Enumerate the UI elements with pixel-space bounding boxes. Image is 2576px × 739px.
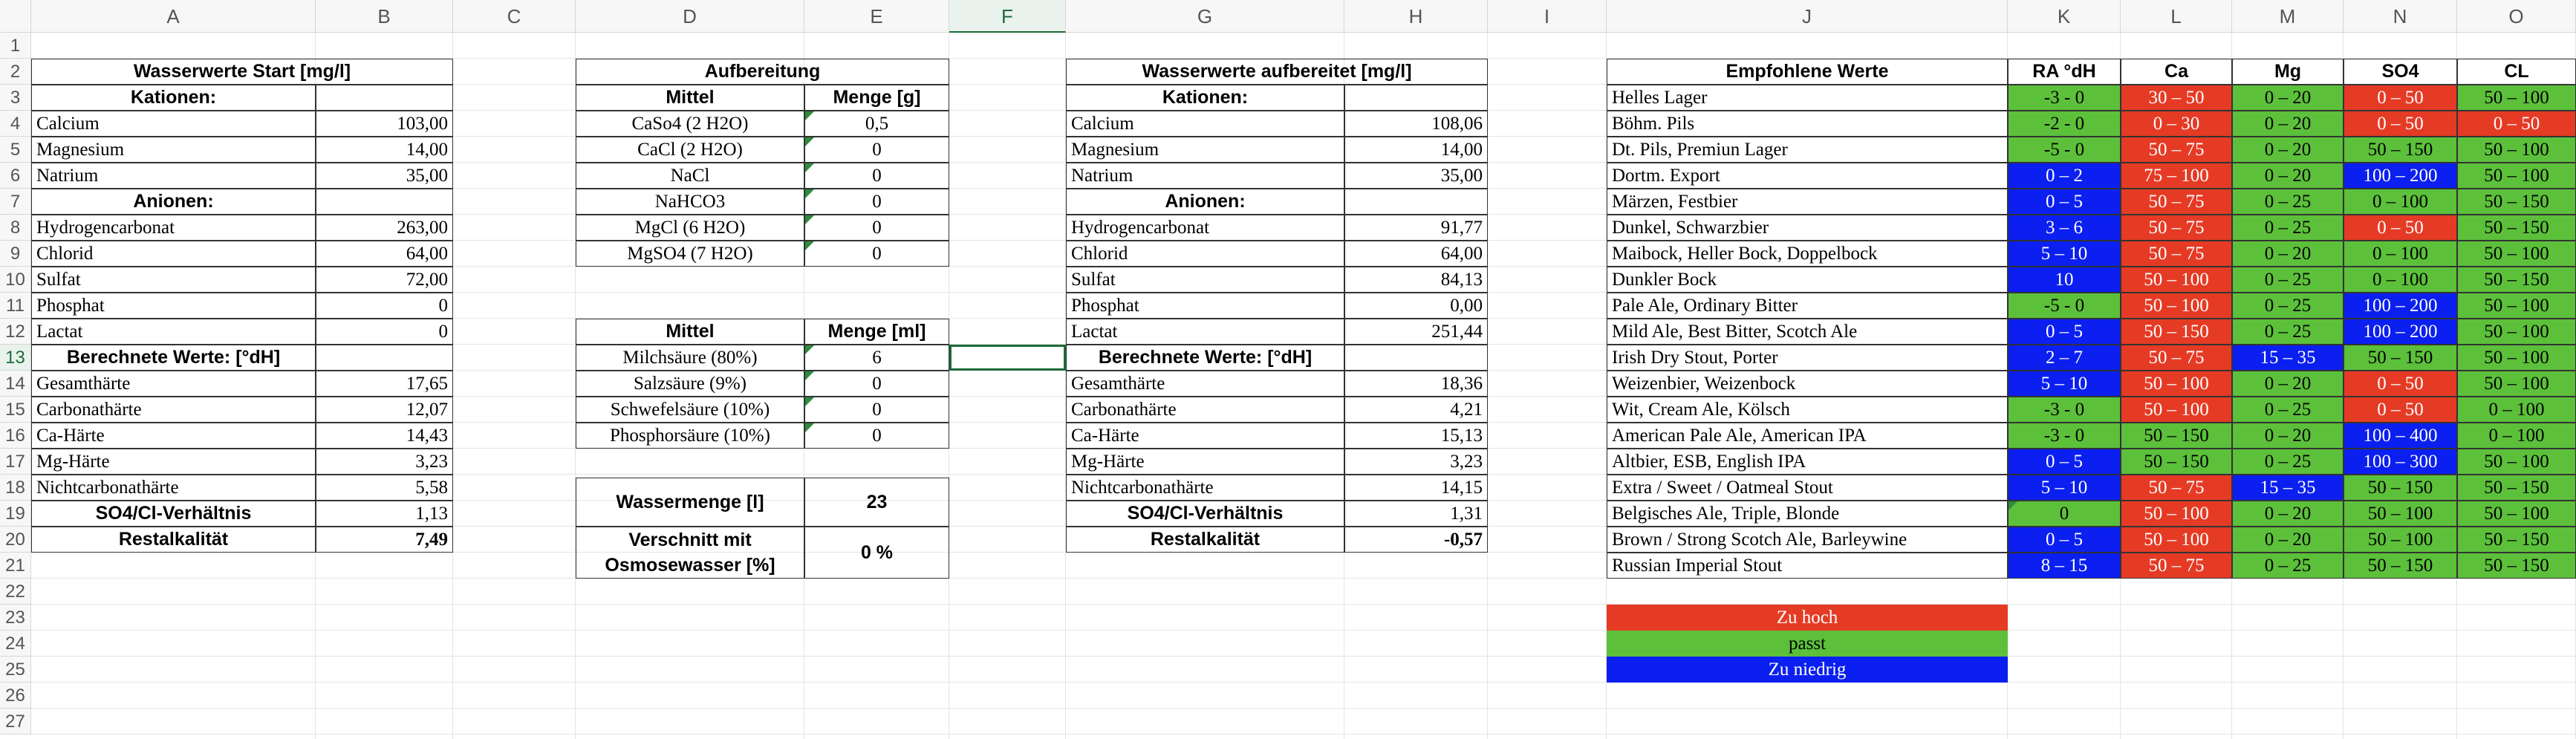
aufbereitet-value[interactable]: 64,00 — [1344, 241, 1488, 267]
range-cell-n: 50 – 100 — [2344, 501, 2457, 527]
range-cell-l: 50 – 75 — [2121, 137, 2232, 163]
range-cell-l: 50 – 100 — [2121, 501, 2232, 527]
wassermenge-input[interactable]: 23 — [804, 478, 949, 527]
range-cell-l: 50 – 75 — [2121, 215, 2232, 241]
row-header-3[interactable]: 3 — [0, 85, 31, 111]
start-label: Sulfat — [31, 267, 316, 293]
range-cell-k: -3 - 0 — [2008, 85, 2121, 111]
row-header-18[interactable]: 18 — [0, 475, 31, 501]
start-label: Natrium — [31, 163, 316, 189]
row-header-2[interactable]: 2 — [0, 59, 31, 85]
salt-amount-input[interactable]: 0 — [804, 189, 949, 215]
range-cell-l: 50 – 75 — [2121, 553, 2232, 579]
start-label: Mg-Härte — [31, 449, 316, 475]
range-cell-m: 0 – 25 — [2232, 397, 2344, 423]
range-cell-l: 50 – 75 — [2121, 189, 2232, 215]
beer-style-name: Dunkler Bock — [1607, 267, 2008, 293]
beer-style-name: Mild Ale, Best Bitter, Scotch Ale — [1607, 319, 2008, 345]
aufbereitet-label: Chlorid — [1066, 241, 1344, 267]
range-cell-o: 50 – 100 — [2457, 501, 2576, 527]
empfohlen-header-n: SO4 — [2344, 59, 2457, 85]
start-value[interactable]: 263,00 — [316, 215, 453, 241]
range-cell-n: 100 – 200 — [2344, 319, 2457, 345]
range-cell-k: -3 - 0 — [2008, 397, 2121, 423]
range-cell-m: 0 – 20 — [2232, 501, 2344, 527]
beer-style-name: Belgisches Ale, Triple, Blonde — [1607, 501, 2008, 527]
range-cell-k: 2 – 7 — [2008, 345, 2121, 371]
range-cell-l: 50 – 100 — [2121, 267, 2232, 293]
range-cell-n: 50 – 150 — [2344, 137, 2457, 163]
verschnitt-input[interactable]: 0 % — [804, 527, 949, 579]
start-anionen-blank — [316, 189, 453, 215]
salt-amount-input[interactable]: 0 — [804, 163, 949, 189]
range-cell-o: 50 – 100 — [2457, 449, 2576, 475]
start-so4cl-label: SO4/Cl-Verhältnis — [31, 501, 316, 527]
row-header-10[interactable]: 10 — [0, 267, 31, 293]
column-header-i[interactable]: I — [1488, 0, 1607, 33]
start-kationen-heading: Kationen: — [31, 85, 316, 111]
salt-amount-input[interactable]: 0 — [804, 241, 949, 267]
row-header-8[interactable]: 8 — [0, 215, 31, 241]
aufbereitet-ra-label: Restalkalität — [1066, 527, 1344, 553]
grid-line — [31, 604, 2576, 605]
start-label: Phosphat — [31, 293, 316, 319]
aufbereitet-value[interactable]: 14,00 — [1344, 137, 1488, 163]
range-cell-n: 50 – 100 — [2344, 527, 2457, 553]
range-cell-o: 50 – 100 — [2457, 85, 2576, 111]
salt-amount-input[interactable]: 0 — [804, 215, 949, 241]
legend-green: passt — [1607, 631, 2008, 657]
range-cell-o: 50 – 150 — [2457, 527, 2576, 553]
range-cell-n: 50 – 150 — [2344, 345, 2457, 371]
start-label: Calcium — [31, 111, 316, 137]
row-header-17[interactable]: 17 — [0, 449, 31, 475]
start-value[interactable]: 14,43 — [316, 423, 453, 449]
range-cell-n: 0 – 50 — [2344, 85, 2457, 111]
aufbereitet-kationen-heading: Kationen: — [1066, 85, 1344, 111]
range-cell-m: 0 – 20 — [2232, 371, 2344, 397]
acid-label: Salzsäure (9%) — [576, 371, 804, 397]
range-cell-k: -5 - 0 — [2008, 293, 2121, 319]
row-header-14[interactable]: 14 — [0, 371, 31, 397]
range-cell-o: 0 – 50 — [2457, 111, 2576, 137]
row-header-24[interactable]: 24 — [0, 631, 31, 657]
start-label: Nichtcarbonathärte — [31, 475, 316, 501]
range-cell-l: 50 – 150 — [2121, 423, 2232, 449]
range-cell-n: 100 – 200 — [2344, 163, 2457, 189]
aufbereitet-title: Wasserwerte aufbereitet [mg/l] — [1066, 59, 1488, 85]
empfohlen-header-l: Ca — [2121, 59, 2232, 85]
aufbereitet-label: Gesamthärte — [1066, 371, 1344, 397]
start-label: Hydrogencarbonat — [31, 215, 316, 241]
range-cell-o: 50 – 100 — [2457, 241, 2576, 267]
range-cell-m: 0 – 25 — [2232, 189, 2344, 215]
range-cell-n: 0 – 50 — [2344, 397, 2457, 423]
row-header-26[interactable]: 26 — [0, 683, 31, 709]
row-header-1[interactable]: 1 — [0, 33, 31, 59]
start-ra-value[interactable]: 7,49 — [316, 527, 453, 553]
acid-amount-input[interactable]: 0 — [804, 397, 949, 423]
aufbereitet-value[interactable]: 4,21 — [1344, 397, 1488, 423]
beer-style-name: Pale Ale, Ordinary Bitter — [1607, 293, 2008, 319]
beer-style-name: Weizenbier, Weizenbock — [1607, 371, 2008, 397]
legend-blue: Zu niedrig — [1607, 657, 2008, 683]
range-cell-o: 50 – 100 — [2457, 293, 2576, 319]
aufbereitet-value[interactable]: 84,13 — [1344, 267, 1488, 293]
range-cell-l: 50 – 150 — [2121, 449, 2232, 475]
range-cell-n: 100 – 400 — [2344, 423, 2457, 449]
grid-line — [31, 630, 2576, 631]
aufbereitet-berechnet-heading: Berechnete Werte: [°dH] — [1066, 345, 1344, 371]
range-cell-n: 50 – 150 — [2344, 553, 2457, 579]
aufbereitet-value[interactable]: 15,13 — [1344, 423, 1488, 449]
beer-style-name: Russian Imperial Stout — [1607, 553, 2008, 579]
range-cell-k: 8 – 15 — [2008, 553, 2121, 579]
range-cell-o: 0 – 100 — [2457, 423, 2576, 449]
start-value[interactable]: 17,65 — [316, 371, 453, 397]
aufbereitet-so4cl-value[interactable]: 1,31 — [1344, 501, 1488, 527]
range-cell-l: 50 – 150 — [2121, 319, 2232, 345]
aufbereitet-ra-value[interactable]: -0,57 — [1344, 527, 1488, 553]
range-cell-n: 0 – 50 — [2344, 111, 2457, 137]
column-header-k[interactable]: K — [2008, 0, 2121, 33]
range-cell-l: 50 – 75 — [2121, 475, 2232, 501]
start-so4cl-value[interactable]: 1,13 — [316, 501, 453, 527]
acid-amount-input[interactable]: 6 — [804, 345, 949, 371]
range-cell-o: 50 – 150 — [2457, 267, 2576, 293]
acids-col-menge: Menge [ml] — [804, 319, 949, 345]
range-cell-o: 50 – 150 — [2457, 553, 2576, 579]
empfohlen-header-k: RA °dH — [2008, 59, 2121, 85]
column-header-a[interactable]: A — [31, 0, 316, 33]
range-cell-o: 50 – 100 — [2457, 163, 2576, 189]
range-cell-m: 15 – 35 — [2232, 345, 2344, 371]
range-cell-m: 0 – 20 — [2232, 527, 2344, 553]
aufbereitet-value[interactable]: 108,06 — [1344, 111, 1488, 137]
aufbereitet-label: Ca-Härte — [1066, 423, 1344, 449]
range-cell-n: 50 – 150 — [2344, 475, 2457, 501]
verschnitt-label — [576, 527, 804, 579]
start-value[interactable]: 5,58 — [316, 475, 453, 501]
range-cell-m: 0 – 25 — [2232, 553, 2344, 579]
range-cell-o: 50 – 150 — [2457, 475, 2576, 501]
aufbereitet-label: Hydrogencarbonat — [1066, 215, 1344, 241]
beer-style-name: Brown / Strong Scotch Ale, Barleywine — [1607, 527, 2008, 553]
start-label: Ca-Härte — [31, 423, 316, 449]
row-header-6[interactable]: 6 — [0, 163, 31, 189]
start-anionen-heading: Anionen: — [31, 189, 316, 215]
aufbereitet-label: Calcium — [1066, 111, 1344, 137]
range-cell-l: 50 – 100 — [2121, 371, 2232, 397]
range-cell-l: 50 – 100 — [2121, 527, 2232, 553]
row-header-9[interactable]: 9 — [0, 241, 31, 267]
aufbereitet-value[interactable]: 35,00 — [1344, 163, 1488, 189]
beer-style-name: Wit, Cream Ale, Kölsch — [1607, 397, 2008, 423]
range-cell-k: 0 – 5 — [2008, 189, 2121, 215]
acid-label: Schwefelsäure (10%) — [576, 397, 804, 423]
range-cell-l: 30 – 50 — [2121, 85, 2232, 111]
aufbereitet-label: Carbonathärte — [1066, 397, 1344, 423]
range-cell-n: 100 – 300 — [2344, 449, 2457, 475]
range-cell-k: -3 - 0 — [2008, 423, 2121, 449]
range-cell-o: 50 – 150 — [2457, 189, 2576, 215]
start-label: Carbonathärte — [31, 397, 316, 423]
start-value[interactable]: 0 — [316, 293, 453, 319]
aufbereitet-value[interactable]: 3,23 — [1344, 449, 1488, 475]
empfohlen-header-m: Mg — [2232, 59, 2344, 85]
range-cell-k: 5 – 10 — [2008, 241, 2121, 267]
range-cell-k: 5 – 10 — [2008, 371, 2121, 397]
salt-label: NaHCO3 — [576, 189, 804, 215]
range-cell-m: 15 – 35 — [2232, 475, 2344, 501]
range-cell-k: 0 – 2 — [2008, 163, 2121, 189]
range-cell-m: 0 – 25 — [2232, 449, 2344, 475]
start-berechnet-heading: Berechnete Werte: [°dH] — [31, 345, 316, 371]
column-header-d[interactable]: D — [576, 0, 804, 33]
beer-style-name: Märzen, Festbier — [1607, 189, 2008, 215]
acids-col-mittel: Mittel — [576, 319, 804, 345]
range-cell-n: 0 – 100 — [2344, 267, 2457, 293]
aufbereitet-label: Mg-Härte — [1066, 449, 1344, 475]
start-kationen-blank — [316, 85, 453, 111]
row-header-23[interactable]: 23 — [0, 605, 31, 631]
column-header-l[interactable]: L — [2121, 0, 2232, 33]
start-ra-label: Restalkalität — [31, 527, 316, 553]
range-cell-k: 0 — [2008, 501, 2121, 527]
range-cell-m: 0 – 25 — [2232, 267, 2344, 293]
row-header-13[interactable]: 13 — [0, 345, 31, 371]
acid-amount-input[interactable]: 0 — [804, 371, 949, 397]
range-cell-m: 0 – 25 — [2232, 293, 2344, 319]
column-header-g[interactable]: G — [1066, 0, 1344, 33]
salt-label: CaSo4 (2 H2O) — [576, 111, 804, 137]
beer-style-name: American Pale Ale, American IPA — [1607, 423, 2008, 449]
range-cell-m: 0 – 25 — [2232, 319, 2344, 345]
range-cell-o: 50 – 150 — [2457, 215, 2576, 241]
salt-label: MgCl (6 H2O) — [576, 215, 804, 241]
beer-style-name: Altbier, ESB, English IPA — [1607, 449, 2008, 475]
range-cell-n: 0 – 100 — [2344, 241, 2457, 267]
start-title: Wasserwerte Start [mg/l] — [31, 59, 453, 85]
column-header-n[interactable]: N — [2344, 0, 2457, 33]
column-header-b[interactable]: B — [316, 0, 453, 33]
range-cell-k: -5 - 0 — [2008, 137, 2121, 163]
start-value[interactable]: 103,00 — [316, 111, 453, 137]
aufbereitet-anionen-blank — [1344, 189, 1488, 215]
row-header-21[interactable]: 21 — [0, 553, 31, 579]
range-cell-l: 50 – 100 — [2121, 293, 2232, 319]
range-cell-n: 0 – 50 — [2344, 371, 2457, 397]
range-cell-k: -2 - 0 — [2008, 111, 2121, 137]
start-label: Gesamthärte — [31, 371, 316, 397]
aufbereitet-value[interactable]: 18,36 — [1344, 371, 1488, 397]
row-header-4[interactable]: 4 — [0, 111, 31, 137]
range-cell-o: 50 – 100 — [2457, 319, 2576, 345]
column-header-f[interactable]: F — [949, 0, 1066, 33]
range-cell-m: 0 – 20 — [2232, 85, 2344, 111]
start-value[interactable]: 64,00 — [316, 241, 453, 267]
row-header-7[interactable]: 7 — [0, 189, 31, 215]
range-cell-n: 100 – 200 — [2344, 293, 2457, 319]
aufbereitet-label: Sulfat — [1066, 267, 1344, 293]
legend-red: Zu hoch — [1607, 605, 2008, 631]
aufbereitet-label: Nichtcarbonathärte — [1066, 475, 1344, 501]
salt-label: NaCl — [576, 163, 804, 189]
aufbereitet-value[interactable]: 91,77 — [1344, 215, 1488, 241]
grid-line — [31, 656, 2576, 657]
range-cell-m: 0 – 20 — [2232, 241, 2344, 267]
range-cell-o: 50 – 100 — [2457, 345, 2576, 371]
aufbereitet-anionen-heading: Anionen: — [1066, 189, 1344, 215]
empfohlen-title: Empfohlene Werte — [1607, 59, 2008, 85]
aufbereitet-label: Magnesium — [1066, 137, 1344, 163]
start-value[interactable]: 35,00 — [316, 163, 453, 189]
beer-style-name: Helles Lager — [1607, 85, 2008, 111]
row-header-12[interactable]: 12 — [0, 319, 31, 345]
range-cell-l: 75 – 100 — [2121, 163, 2232, 189]
column-header-m[interactable]: M — [2232, 0, 2344, 33]
range-cell-l: 0 – 30 — [2121, 111, 2232, 137]
aufbereitet-value[interactable]: 14,15 — [1344, 475, 1488, 501]
range-cell-o: 50 – 100 — [2457, 137, 2576, 163]
salt-label: CaCl (2 H2O) — [576, 137, 804, 163]
range-cell-k: 0 – 5 — [2008, 319, 2121, 345]
salt-amount-input[interactable]: 0 — [804, 137, 949, 163]
row-header-16[interactable]: 16 — [0, 423, 31, 449]
start-value[interactable]: 0 — [316, 319, 453, 345]
aufbereitung-title: Aufbereitung — [576, 59, 949, 85]
row-header-20[interactable]: 20 — [0, 527, 31, 553]
column-header-j[interactable]: J — [1607, 0, 2008, 33]
aufbereitet-label: Lactat — [1066, 319, 1344, 345]
range-cell-m: 0 – 20 — [2232, 163, 2344, 189]
column-header-o[interactable]: O — [2457, 0, 2576, 33]
wassermenge-label: Wassermenge [l] — [576, 478, 804, 527]
beer-style-name: Maibock, Heller Bock, Doppelbock — [1607, 241, 2008, 267]
aufbereitet-berechnet-blank — [1344, 345, 1488, 371]
row-header-11[interactable]: 11 — [0, 293, 31, 319]
aufbereitet-value[interactable]: 0,00 — [1344, 293, 1488, 319]
row-header-22[interactable]: 22 — [0, 579, 31, 605]
empfohlen-header-o: CL — [2457, 59, 2576, 85]
column-header-c[interactable]: C — [453, 0, 576, 33]
verschnitt-label-line2: Osmosewasser [%] — [605, 555, 775, 576]
acid-label: Phosphorsäure (10%) — [576, 423, 804, 449]
range-cell-l: 50 – 100 — [2121, 397, 2232, 423]
range-cell-m: 0 – 20 — [2232, 137, 2344, 163]
row-header-5[interactable]: 5 — [0, 137, 31, 163]
column-header-h[interactable]: H — [1344, 0, 1488, 33]
beer-style-name: Irish Dry Stout, Porter — [1607, 345, 2008, 371]
row-header-19[interactable]: 19 — [0, 501, 31, 527]
start-value[interactable]: 3,23 — [316, 449, 453, 475]
verschnitt-label-line1: Verschnitt mit — [628, 530, 752, 550]
select-all-corner[interactable] — [0, 0, 31, 33]
acid-amount-input[interactable]: 0 — [804, 423, 949, 449]
beer-style-name: Dunkel, Schwarzbier — [1607, 215, 2008, 241]
start-value[interactable]: 72,00 — [316, 267, 453, 293]
range-cell-m: 0 – 25 — [2232, 215, 2344, 241]
row-header-25[interactable]: 25 — [0, 657, 31, 683]
range-cell-m: 0 – 20 — [2232, 111, 2344, 137]
grid-line — [31, 734, 2576, 735]
salt-amount-input[interactable]: 0,5 — [804, 111, 949, 137]
start-value[interactable]: 12,07 — [316, 397, 453, 423]
beer-style-name: Dt. Pils, Premiun Lager — [1607, 137, 2008, 163]
beer-style-name: Extra / Sweet / Oatmeal Stout — [1607, 475, 2008, 501]
range-cell-o: 50 – 100 — [2457, 371, 2576, 397]
range-cell-k: 0 – 5 — [2008, 449, 2121, 475]
range-cell-l: 50 – 75 — [2121, 345, 2232, 371]
range-cell-o: 0 – 100 — [2457, 397, 2576, 423]
row-header-15[interactable]: 15 — [0, 397, 31, 423]
range-cell-k: 0 – 5 — [2008, 527, 2121, 553]
active-cell-f13[interactable] — [949, 345, 1066, 371]
start-berechnet-blank — [316, 345, 453, 371]
range-cell-k: 5 – 10 — [2008, 475, 2121, 501]
range-cell-k: 10 — [2008, 267, 2121, 293]
grid-line — [31, 682, 2576, 683]
grid-line — [31, 708, 2576, 709]
aufbereitet-value[interactable]: 251,44 — [1344, 319, 1488, 345]
range-cell-l: 50 – 75 — [2121, 241, 2232, 267]
aufbereitet-label: Phosphat — [1066, 293, 1344, 319]
aufbereitet-label: Natrium — [1066, 163, 1344, 189]
column-header-e[interactable]: E — [804, 0, 949, 33]
salt-label: MgSO4 (7 H2O) — [576, 241, 804, 267]
row-header-27[interactable]: 27 — [0, 709, 31, 735]
start-label: Magnesium — [31, 137, 316, 163]
range-cell-k: 3 – 6 — [2008, 215, 2121, 241]
aufbereitet-so4cl-label: SO4/Cl-Verhältnis — [1066, 501, 1344, 527]
start-value[interactable]: 14,00 — [316, 137, 453, 163]
salts-col-mittel: Mittel — [576, 85, 804, 111]
aufbereitet-kationen-blank — [1344, 85, 1488, 111]
salts-col-menge: Menge [g] — [804, 85, 949, 111]
range-cell-m: 0 – 20 — [2232, 423, 2344, 449]
start-label: Chlorid — [31, 241, 316, 267]
acid-label: Milchsäure (80%) — [576, 345, 804, 371]
start-label: Lactat — [31, 319, 316, 345]
range-cell-n: 0 – 100 — [2344, 189, 2457, 215]
beer-style-name: Dortm. Export — [1607, 163, 2008, 189]
range-cell-n: 0 – 50 — [2344, 215, 2457, 241]
beer-style-name: Böhm. Pils — [1607, 111, 2008, 137]
